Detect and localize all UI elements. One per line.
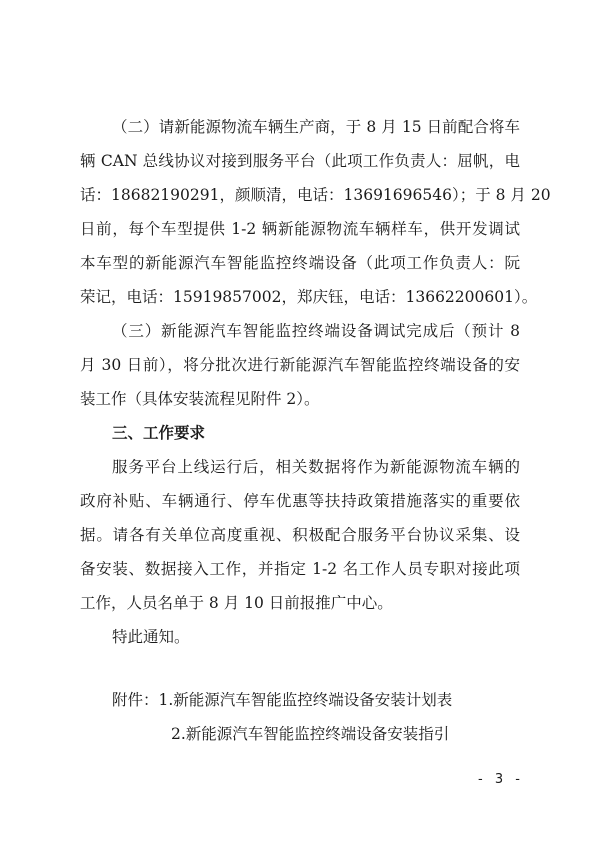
page-number: - 3 - [478, 772, 524, 787]
paragraph-2-line-3: 话：18682190291，颜顺清，电话：13691696546）；于 8 月 20 [80, 186, 551, 204]
paragraph-2-line-4: 日前，每个车型提供 1-2 辆新能源物流车辆样车，供开发调试 [80, 220, 520, 238]
paragraph-2-line-6: 荣记，电话：15919857002，郑庆钰，电话：13662200601）。 [80, 288, 538, 306]
paragraph-3-line-1: （三）新能源汽车智能监控终端设备调试完成后（预计 8 [112, 322, 520, 340]
notice-text: 特此通知。 [112, 628, 190, 646]
paragraph-2-line-1: （二）请新能源物流车辆生产商，于 8 月 15 日前配合将车 [112, 118, 520, 136]
requirements-line-4: 备安装、数据接入工作，并指定 1-2 名工作人员专职对接此项 [80, 560, 520, 578]
paragraph-2-line-5: 本车型的新能源汽车智能监控终端设备（此项工作负责人：阮 [80, 254, 520, 272]
requirements-line-2: 政府补贴、车辆通行、停车优惠等扶持政策措施落实的重要依 [80, 492, 520, 510]
paragraph-2-line-2: 辆 CAN 总线协议对接到服务平台（此项工作负责人：屈帆，电 [80, 152, 520, 170]
attachment-2: 2.新能源汽车智能监控终端设备安装指引 [171, 725, 450, 743]
requirements-line-3: 据。请各有关单位高度重视、积极配合服务平台协议采集、设 [80, 526, 520, 544]
section-heading: 三、工作要求 [112, 424, 206, 442]
attachment-1: 附件：1.新能源汽车智能监控终端设备安装计划表 [112, 691, 453, 709]
paragraph-3-line-3: 装工作（具体安装流程见附件 2）。 [80, 390, 320, 408]
paragraph-3-line-2: 月 30 日前），将分批次进行新能源汽车智能监控终端设备的安 [80, 356, 520, 374]
requirements-line-5: 工作，人员名单于 8 月 10 日前报推广中心。 [80, 594, 393, 612]
requirements-line-1: 服务平台上线运行后，相关数据将作为新能源物流车辆的 [112, 458, 520, 476]
